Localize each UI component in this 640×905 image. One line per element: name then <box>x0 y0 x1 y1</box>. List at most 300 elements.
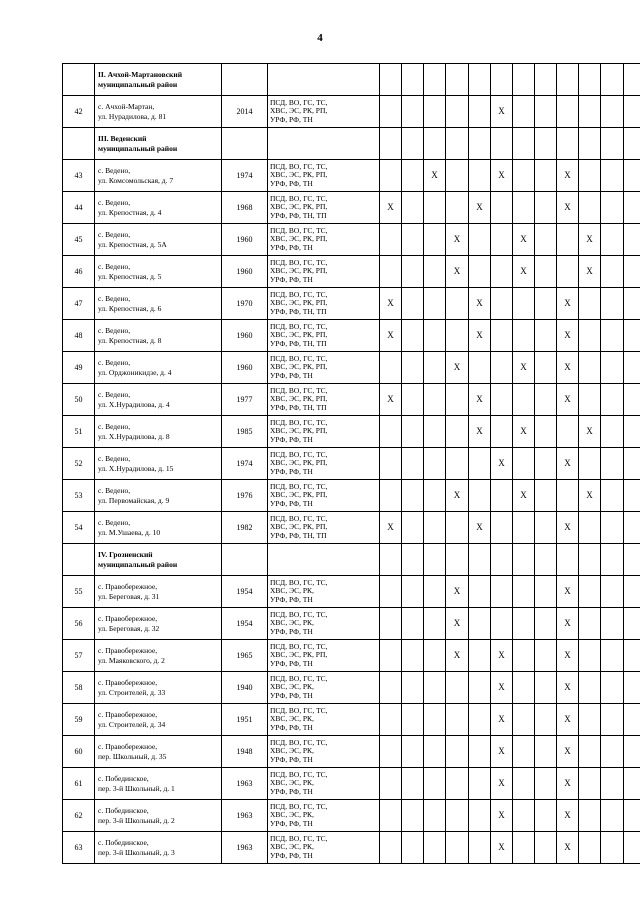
mark-cell <box>424 512 446 544</box>
x-mark: X <box>469 416 491 448</box>
year-cell: 1976 <box>222 480 268 512</box>
cell-line: с. Ведено, <box>98 485 131 495</box>
row-number: 47 <box>63 288 95 320</box>
year-cell: 1985 <box>222 416 268 448</box>
mark-cell <box>579 288 601 320</box>
mark-cell <box>424 736 446 768</box>
empty-cell <box>222 544 268 576</box>
mark-cell <box>579 352 601 384</box>
cell-line: ул. Крепостная, д. 5А <box>98 239 167 249</box>
mark-cell <box>446 192 469 224</box>
year-cell: 1954 <box>222 608 268 640</box>
mark-cell <box>380 576 402 608</box>
address-cell <box>95 672 222 704</box>
year-cell: 1940 <box>222 672 268 704</box>
mark-cell <box>469 704 491 736</box>
mark-cell <box>579 448 601 480</box>
mark-cell <box>469 608 491 640</box>
x-mark: X <box>513 480 535 512</box>
cell-line: УРФ, РФ, ТН <box>270 594 313 604</box>
mark-cell <box>380 96 402 128</box>
mark-cell <box>491 320 513 352</box>
mark-cell <box>513 640 535 672</box>
address-cell <box>95 96 222 128</box>
cell-line: ПСД, ВО, ГС, ТС, <box>270 577 328 587</box>
mark-cell <box>380 832 402 864</box>
x-mark: X <box>491 768 513 800</box>
x-mark: X <box>446 256 469 288</box>
mark-cell <box>424 224 446 256</box>
row-number: 56 <box>63 608 95 640</box>
cell-line: ХВС, ЭС, РК, <box>270 586 314 596</box>
mark-cell <box>446 672 469 704</box>
mark-cell <box>624 192 640 224</box>
mark-cell <box>624 800 640 832</box>
mark-cell <box>624 576 640 608</box>
cell-line: с. Ведено, <box>98 325 131 335</box>
mark-cell <box>601 832 624 864</box>
cell-line: с. Ведено, <box>98 293 131 303</box>
mark-cell <box>402 320 424 352</box>
works-list-cell <box>268 160 380 192</box>
mark-cell <box>402 256 424 288</box>
mark-cell <box>469 800 491 832</box>
x-mark: X <box>491 672 513 704</box>
mark-cell <box>402 96 424 128</box>
mark-cell <box>424 256 446 288</box>
mark-cell <box>402 576 424 608</box>
mark-cell <box>424 448 446 480</box>
empty-cell <box>535 544 557 576</box>
mark-cell <box>624 736 640 768</box>
works-list-cell <box>268 672 380 704</box>
row-number: 54 <box>63 512 95 544</box>
year-cell: 1954 <box>222 576 268 608</box>
mark-cell <box>513 672 535 704</box>
mark-cell <box>446 96 469 128</box>
cell-line: ХВС, ЭС, РК, РП, <box>270 202 328 212</box>
x-mark: X <box>557 512 579 544</box>
cell-line: ул. Крепостная, д. 4 <box>98 207 162 217</box>
mark-cell <box>535 768 557 800</box>
x-mark: X <box>469 192 491 224</box>
table-row <box>63 448 640 480</box>
cell-line: ПСД, ВО, ГС, ТС, <box>270 641 328 651</box>
cell-line: ПСД, ВО, ГС, ТС, <box>270 609 328 619</box>
cell-line: ПСД, ВО, ГС, ТС, <box>270 481 328 491</box>
works-list-cell <box>268 704 380 736</box>
empty-cell <box>63 544 95 576</box>
cell-line: с. Ведено, <box>98 389 131 399</box>
year-cell: 1974 <box>222 448 268 480</box>
x-mark: X <box>491 800 513 832</box>
cell-line: ПСД, ВО, ГС, ТС, <box>270 257 328 267</box>
cell-line: с. Ведено, <box>98 165 131 175</box>
mark-cell <box>380 480 402 512</box>
cell-line: III. Веденский <box>98 133 147 143</box>
cell-line: с. Ведено, <box>98 261 131 271</box>
mark-cell <box>535 352 557 384</box>
mark-cell <box>535 480 557 512</box>
mark-cell <box>446 384 469 416</box>
cell-line: с. Правобережное, <box>98 677 158 687</box>
mark-cell <box>624 320 640 352</box>
section-row <box>63 544 640 576</box>
mark-cell <box>424 416 446 448</box>
works-list-cell <box>268 480 380 512</box>
mark-cell <box>402 160 424 192</box>
cell-line: с. Ведено, <box>98 357 131 367</box>
x-mark: X <box>557 672 579 704</box>
register-table <box>62 63 640 864</box>
mark-cell <box>601 800 624 832</box>
mark-cell <box>624 160 640 192</box>
works-list-cell <box>268 768 380 800</box>
row-number: 53 <box>63 480 95 512</box>
mark-cell <box>513 320 535 352</box>
mark-cell <box>402 224 424 256</box>
section-row <box>63 64 640 96</box>
address-cell <box>95 704 222 736</box>
row-number: 58 <box>63 672 95 704</box>
empty-cell <box>624 544 640 576</box>
cell-line: ПСД, ВО, ГС, ТС, <box>270 289 328 299</box>
mark-cell <box>601 384 624 416</box>
address-cell <box>95 832 222 864</box>
cell-line: ул. Крепостная, д. 6 <box>98 303 162 313</box>
empty-cell <box>469 128 491 160</box>
works-list-cell <box>268 832 380 864</box>
year-cell: 1960 <box>222 352 268 384</box>
empty-cell <box>491 128 513 160</box>
mark-cell <box>513 384 535 416</box>
x-mark: X <box>557 704 579 736</box>
address-cell <box>95 800 222 832</box>
table-row <box>63 480 640 512</box>
cell-line: УРФ, РФ, ТН <box>270 722 313 732</box>
row-number: 55 <box>63 576 95 608</box>
cell-line: УРФ, РФ, ТН <box>270 498 313 508</box>
cell-line: УРФ, РФ, ТН <box>270 466 313 476</box>
address-cell <box>95 384 222 416</box>
empty-cell <box>557 544 579 576</box>
x-mark: X <box>579 256 601 288</box>
address-cell <box>95 352 222 384</box>
mark-cell <box>535 512 557 544</box>
table-row <box>63 352 640 384</box>
row-number: 46 <box>63 256 95 288</box>
mark-cell <box>535 608 557 640</box>
mark-cell <box>380 448 402 480</box>
year-cell: 1974 <box>222 160 268 192</box>
x-mark: X <box>579 480 601 512</box>
mark-cell <box>535 576 557 608</box>
empty-cell <box>63 128 95 160</box>
mark-cell <box>601 448 624 480</box>
x-mark: X <box>446 608 469 640</box>
mark-cell <box>579 640 601 672</box>
mark-cell <box>579 512 601 544</box>
table-row <box>63 256 640 288</box>
mark-cell <box>601 352 624 384</box>
x-mark: X <box>446 480 469 512</box>
empty-cell <box>380 64 402 96</box>
empty-cell <box>446 128 469 160</box>
empty-cell <box>579 544 601 576</box>
x-mark: X <box>491 736 513 768</box>
cell-line: УРФ, РФ, ТН, ТП <box>270 306 327 316</box>
section-title <box>95 64 222 96</box>
mark-cell <box>579 576 601 608</box>
mark-cell <box>513 96 535 128</box>
year-cell: 1968 <box>222 192 268 224</box>
x-mark: X <box>557 320 579 352</box>
cell-line: УРФ, РФ, ТН <box>270 434 313 444</box>
cell-line: пер. 3-й Школьный, д. 1 <box>98 783 175 793</box>
cell-line: ПСД, ВО, ГС, ТС, <box>270 225 328 235</box>
mark-cell <box>513 608 535 640</box>
section-title <box>95 544 222 576</box>
mark-cell <box>446 704 469 736</box>
cell-line: ХВС, ЭС, РК, <box>270 714 314 724</box>
year-cell: 2014 <box>222 96 268 128</box>
x-mark: X <box>579 416 601 448</box>
mark-cell <box>513 288 535 320</box>
table-row <box>63 832 640 864</box>
cell-line: ХВС, ЭС, РК, РП, <box>270 234 328 244</box>
cell-line: ул. М.Ушаева, д. 10 <box>98 527 161 537</box>
table-row <box>63 736 640 768</box>
x-mark: X <box>380 320 402 352</box>
empty-cell <box>579 128 601 160</box>
cell-line: ХВС, ЭС, РК, <box>270 618 314 628</box>
mark-cell <box>624 224 640 256</box>
mark-cell <box>579 96 601 128</box>
table-row <box>63 512 640 544</box>
row-number: 59 <box>63 704 95 736</box>
row-number: 57 <box>63 640 95 672</box>
mark-cell <box>601 160 624 192</box>
cell-line: с. Правобережное, <box>98 581 158 591</box>
mark-cell <box>380 224 402 256</box>
cell-line: пер. Школьный, д. 35 <box>98 751 167 761</box>
year-cell: 1948 <box>222 736 268 768</box>
cell-line: ул. Строителей, д. 33 <box>98 687 166 697</box>
mark-cell <box>601 96 624 128</box>
x-mark: X <box>557 384 579 416</box>
address-cell <box>95 224 222 256</box>
page-number: 4 <box>317 32 323 44</box>
cell-line: ул. Орджоникидзе, д. 4 <box>98 367 172 377</box>
x-mark: X <box>557 832 579 864</box>
mark-cell <box>446 288 469 320</box>
empty-cell <box>513 128 535 160</box>
cell-line: ПСД, ВО, ГС, ТС, <box>270 513 328 523</box>
cell-line: ПСД, ВО, ГС, ТС, <box>270 353 328 363</box>
empty-cell <box>424 64 446 96</box>
mark-cell <box>469 640 491 672</box>
mark-cell <box>601 768 624 800</box>
mark-cell <box>535 704 557 736</box>
mark-cell <box>579 608 601 640</box>
x-mark: X <box>557 576 579 608</box>
mark-cell <box>601 256 624 288</box>
mark-cell <box>601 320 624 352</box>
x-mark: X <box>557 736 579 768</box>
mark-cell <box>424 672 446 704</box>
table-row <box>63 192 640 224</box>
x-mark: X <box>513 352 535 384</box>
x-mark: X <box>513 256 535 288</box>
table-row <box>63 704 640 736</box>
x-mark: X <box>469 512 491 544</box>
mark-cell <box>624 256 640 288</box>
empty-cell <box>535 128 557 160</box>
empty-cell <box>557 128 579 160</box>
empty-cell <box>402 64 424 96</box>
mark-cell <box>424 800 446 832</box>
x-mark: X <box>491 448 513 480</box>
empty-cell <box>402 544 424 576</box>
cell-line: УРФ, РФ, ТН <box>270 114 313 124</box>
mark-cell <box>624 96 640 128</box>
mark-cell <box>424 352 446 384</box>
x-mark: X <box>446 640 469 672</box>
address-cell <box>95 160 222 192</box>
x-mark: X <box>557 448 579 480</box>
row-number: 50 <box>63 384 95 416</box>
mark-cell <box>535 96 557 128</box>
mark-cell <box>491 608 513 640</box>
mark-cell <box>424 192 446 224</box>
mark-cell <box>469 96 491 128</box>
cell-line: ПСД, ВО, ГС, ТС, <box>270 449 328 459</box>
mark-cell <box>380 736 402 768</box>
row-number: 62 <box>63 800 95 832</box>
mark-cell <box>469 160 491 192</box>
mark-cell <box>579 192 601 224</box>
mark-cell <box>513 512 535 544</box>
mark-cell <box>446 512 469 544</box>
cell-line: с. Побединское, <box>98 805 149 815</box>
mark-cell <box>601 192 624 224</box>
mark-cell <box>424 704 446 736</box>
empty-cell <box>601 544 624 576</box>
x-mark: X <box>513 224 535 256</box>
address-cell <box>95 288 222 320</box>
mark-cell <box>380 608 402 640</box>
mark-cell <box>424 768 446 800</box>
address-cell <box>95 256 222 288</box>
cell-line: ПСД, ВО, ГС, ТС, <box>270 801 328 811</box>
mark-cell <box>624 768 640 800</box>
mark-cell <box>402 672 424 704</box>
mark-cell <box>446 736 469 768</box>
empty-cell <box>624 128 640 160</box>
mark-cell <box>402 512 424 544</box>
cell-line: УРФ, РФ, ТН <box>270 690 313 700</box>
x-mark: X <box>424 160 446 192</box>
mark-cell <box>380 800 402 832</box>
x-mark: X <box>557 192 579 224</box>
works-list-cell <box>268 192 380 224</box>
x-mark: X <box>557 160 579 192</box>
x-mark: X <box>380 384 402 416</box>
row-number: 51 <box>63 416 95 448</box>
table-row <box>63 96 640 128</box>
year-cell: 1960 <box>222 256 268 288</box>
x-mark: X <box>469 384 491 416</box>
row-number: 43 <box>63 160 95 192</box>
empty-cell <box>513 64 535 96</box>
mark-cell <box>402 352 424 384</box>
cell-line: ХВС, ЭС, РК, <box>270 778 314 788</box>
mark-cell <box>424 384 446 416</box>
cell-line: ХВС, ЭС, РК, <box>270 682 314 692</box>
year-cell: 1960 <box>222 224 268 256</box>
cell-line: ул. Х.Нурадилова, д. 8 <box>98 431 170 441</box>
mark-cell <box>535 256 557 288</box>
mark-cell <box>402 448 424 480</box>
empty-cell <box>469 544 491 576</box>
section-title <box>95 128 222 160</box>
mark-cell <box>469 256 491 288</box>
mark-cell <box>513 736 535 768</box>
cell-line: УРФ, РФ, ТН, ТП <box>270 530 327 540</box>
address-cell <box>95 416 222 448</box>
year-cell: 1963 <box>222 768 268 800</box>
mark-cell <box>469 768 491 800</box>
mark-cell <box>491 576 513 608</box>
works-list-cell <box>268 288 380 320</box>
cell-line: ХВС, ЭС, РК, РП, <box>270 650 328 660</box>
x-mark: X <box>491 704 513 736</box>
cell-line: УРФ, РФ, ТН <box>270 850 313 860</box>
mark-cell <box>513 768 535 800</box>
mark-cell <box>557 416 579 448</box>
mark-cell <box>380 160 402 192</box>
cell-line: с. Правобережное, <box>98 613 158 623</box>
mark-cell <box>557 480 579 512</box>
mark-cell <box>469 736 491 768</box>
mark-cell <box>624 352 640 384</box>
mark-cell <box>491 384 513 416</box>
mark-cell <box>624 384 640 416</box>
cell-line: ХВС, ЭС, РК, РП, <box>270 426 328 436</box>
table-row <box>63 384 640 416</box>
mark-cell <box>424 608 446 640</box>
x-mark: X <box>579 224 601 256</box>
empty-cell <box>424 128 446 160</box>
cell-line: ул. Х.Нурадилова, д. 15 <box>98 463 174 473</box>
cell-line: ПСД, ВО, ГС, ТС, <box>270 833 328 843</box>
cell-line: ПСД, ВО, ГС, ТС, <box>270 769 328 779</box>
x-mark: X <box>557 800 579 832</box>
cell-line: с. Ачхой-Мартан, <box>98 101 155 111</box>
cell-line: с. Правобережное, <box>98 645 158 655</box>
cell-line: УРФ, РФ, ТН <box>270 754 313 764</box>
mark-cell <box>380 768 402 800</box>
mark-cell <box>601 288 624 320</box>
mark-cell <box>380 640 402 672</box>
works-list-cell <box>268 736 380 768</box>
mark-cell <box>513 704 535 736</box>
cell-line: ХВС, ЭС, РК, <box>270 746 314 756</box>
empty-cell <box>491 544 513 576</box>
cell-line: УРФ, РФ, ТН <box>270 242 313 252</box>
mark-cell <box>624 480 640 512</box>
x-mark: X <box>513 416 535 448</box>
